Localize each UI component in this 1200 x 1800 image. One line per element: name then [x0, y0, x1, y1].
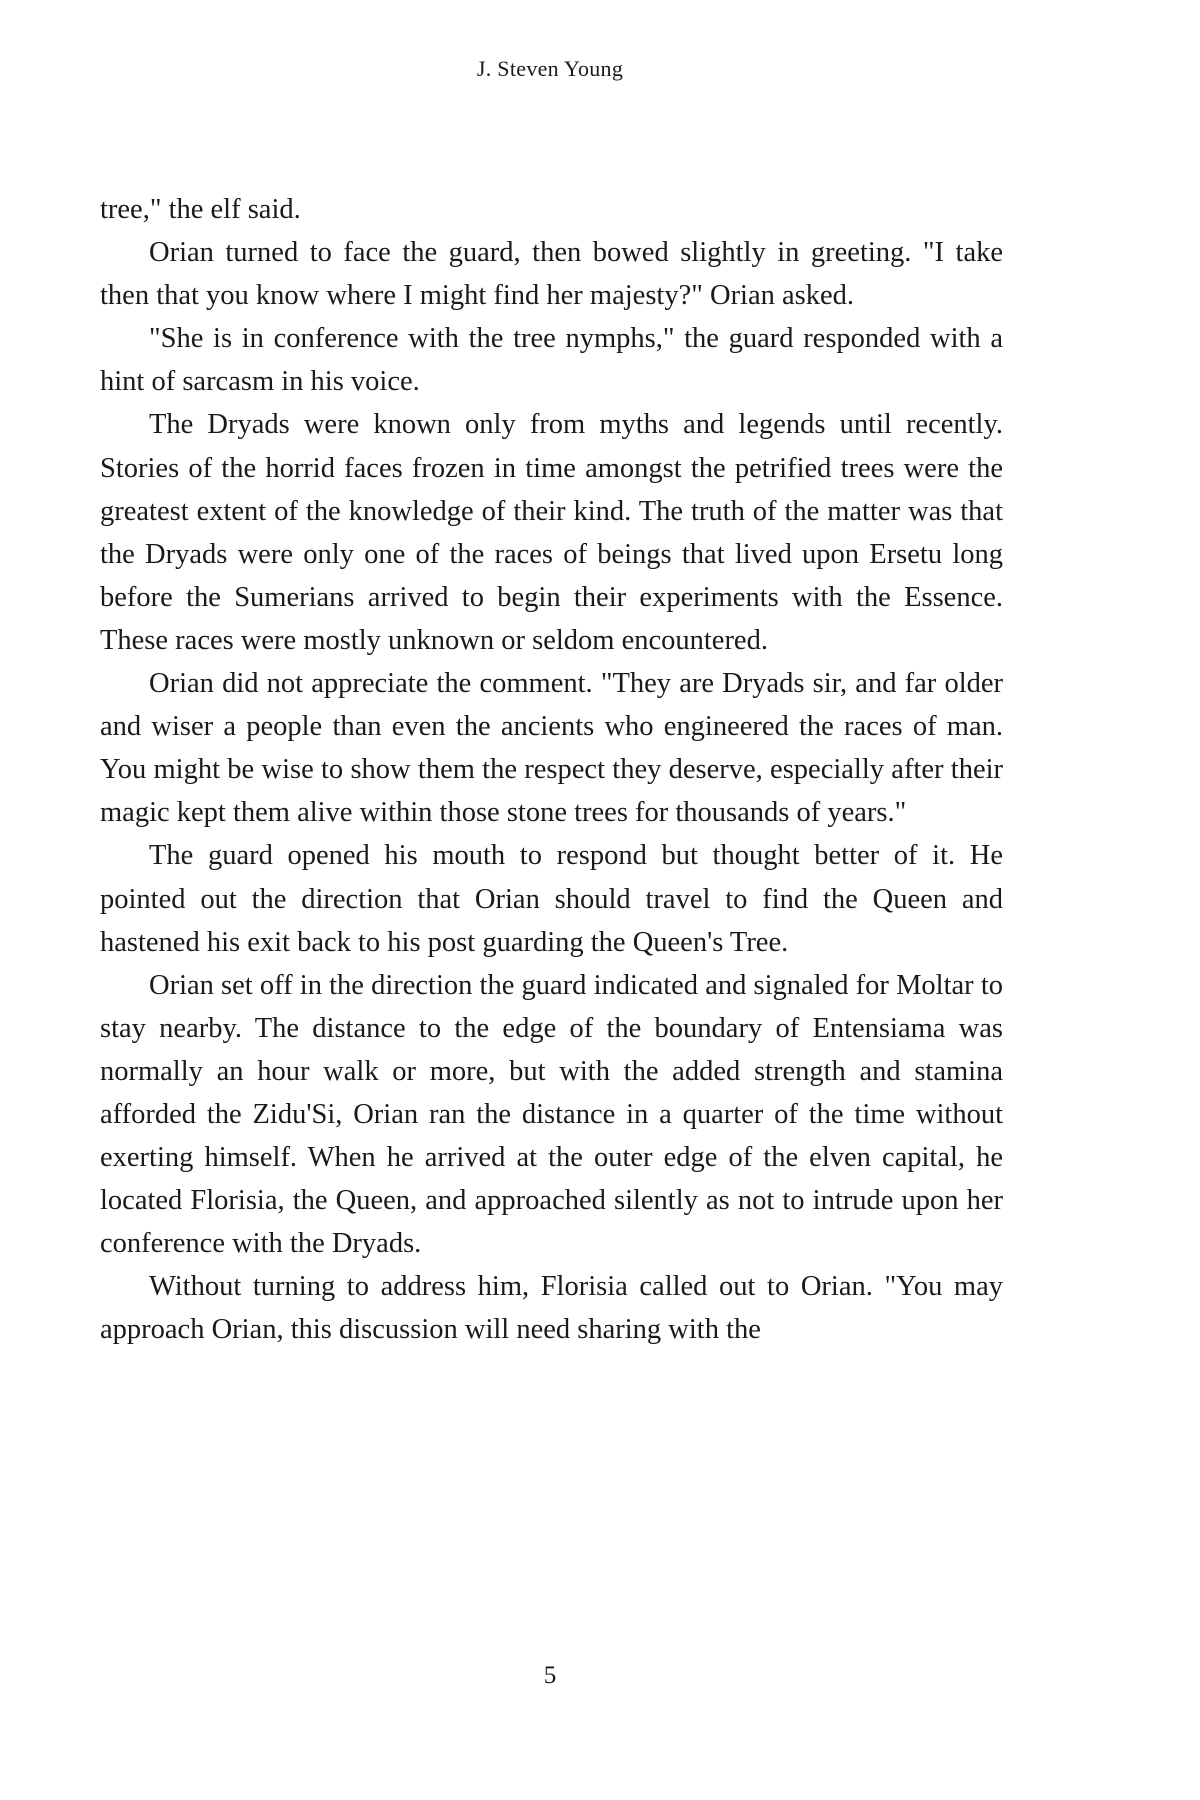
paragraph: Orian set off in the direction the guard indicated and signaled for Moltar to stay nearby. The distance to the edge of the boundary of Entensiama was normally an hour walk or more, but with the added strength and stamina afforded the Zidu'Si, Orian ran the distance in a quarter of the time without exerting himself. When he arrived at the outer edge of the elven capital, he located Florisia, the Queen, and approached silently as not to intrude upon her conference with the Dryads. — [100, 969, 1003, 1260]
paragraph: Orian turned to face the guard, then bowed slightly in greeting. "I take then that you know where I might find her majesty?" Orian asked. — [100, 237, 1003, 312]
running-header-author: J. Steven Young — [476, 56, 624, 81]
paragraph: The guard opened his mouth to respond but thought better of it. He pointed out the direction that Orian should travel to find the Queen and hastened his exit back to his post guarding the Queen's Tree. — [100, 840, 1003, 958]
paragraph: tree," the elf said. — [100, 194, 301, 225]
page-number: 5 — [543, 1662, 557, 1689]
paragraph: Without turning to address him, Florisia called out to Orian. "You may approach Orian, this discussion will need sharing with the — [100, 1271, 1003, 1346]
paragraph: Orian did not appreciate the comment. "They are Dryads sir, and far older and wiser a people than even the ancients who engineered the races of man. You might be wise to show them the respect they deserve, especially after their magic kept them alive within those stone trees for thousands of years." — [100, 668, 1003, 829]
body-text — [100, 188, 1003, 1352]
paragraph: "She is in conference with the tree nymphs," the guard responded with a hint of sarcasm in his voice. — [100, 323, 1003, 398]
paragraph: The Dryads were known only from myths and legends until recently. Stories of the horrid faces frozen in time amongst the petrified trees were the greatest extent of the knowledge of their kind. The truth of the matter was that the Dryads were only one of the races of beings that lived upon Ersetu long before the Sumerians arrived to begin their experiments with the Essence. These races were mostly unknown or seldom encountered. — [100, 409, 1003, 656]
